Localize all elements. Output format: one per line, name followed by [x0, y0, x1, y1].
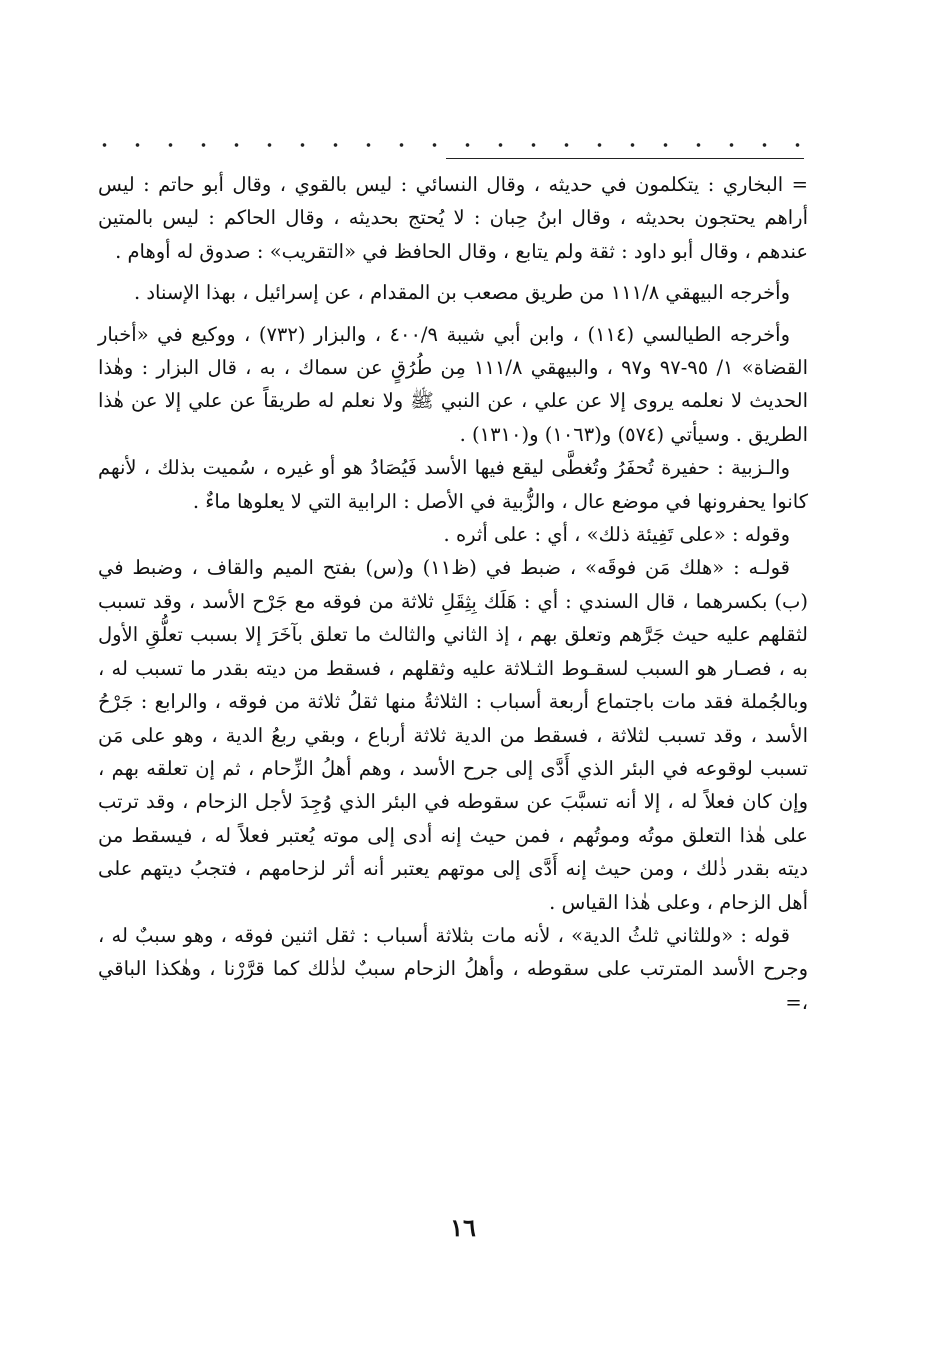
dotted-separator: [88, 141, 804, 149]
footnote-paragraph: قولـه : «هلك مَن فوقَه» ، ضبط في (ظ١١) و(س) بفتح الميم والقاف ، وضبط في (ب) بكسرهما ، قال السندي : أي : هَلَك بِثِقَلِ ثلاثة من فوقه مع جَرْح الأسد ، وقد تسبب لثقلهم عليه حيث جَرَّهم وتعلق بهم ، إذ الثاني والثالث ما تعلق بآخَرَ إلا بسبب تعلُّقِ الأول به ، فصـار هو السبب لسقـوط الثـلاثة عليه وثقلهم ، فسقط من ديته بقدر ما تسبب له ، وبالجُملة فقد مات باجتماع أربعة أسباب : الثلاثةُ منها ثقلُ ثلاثة من فوقه ، والرابع : جَرْحُ الأسد ، وقد تسبب لثلاثة ، فسقط من الدية ثلاثة أرباع ، وبقي ربعُ الدية ، وهو على مَن تسبب لوقوعه في البئر الذي أَدَّى إلى جرح الأسد ، وهم أهلُ الزِّحام ، ثم إن تعلقه بهم ، وإن كان فعلاً له ، إلا أنه تسبَّبَ عن سقوطه في البئر الذي وُجِدَ لأجل الزحام ، وقد ترتب على هٰذا التعلق موتُه وموتُهم ، فمن حيث إنه أدى إلى موته يُعتبر فعلاً له ، فيسقط من ديته بقدر ذٰلك ، ومن حيث إنه أَدَّى إلى موتهم يعتبر أنه أثر لزحامهم ، فتجبُ ديتهم على أهل الزحام ، وعلى هٰذا القياس .: [98, 556, 808, 914]
footnote-paragraph: = البخاري : يتكلمون في حديثه ، وقال النسائي : ليس بالقوي ، وقال أبو حاتم : ليس أراهم يحتجون بحديثه ، وقال ابنُ حِبان : لا يُحتج بحديثه ، وقال الحاكم : ليس بالمتين عندهم ، وقال أبو داود : ثقة ولم يتابع ، وقال الحافظ في «التقريب» : صدوق له أوهام .: [98, 173, 808, 263]
footnotes-block: [98, 168, 808, 1019]
footnote-paragraph: وقوله : «على تَفِيئة ذلك» ، أي : على أثره .: [443, 523, 790, 547]
footnote-paragraph: والـزبية : حفيرة تُحفَرُ وتُغطَّى ليقع فيها الأسد فَيُصَادُ هو أو غيره ، سُميت بذلك ، لأنهم كانوا يحفرونها في موضع عال ، والزُّبية في الأصل : الرابية التي لا يعلوها ماءٌ .: [98, 456, 808, 513]
footnote-paragraph: قوله : «وللثاني ثلثُ الدية» ، لأنه مات بثلاثة أسباب : ثقل اثنين فوقه ، وهو سببٌ له ، وجرح الأسد المترتب على سقوطه ، وأهلُ الزحام سببٌ لذٰلك كما قرَّرْنا ، وهٰكذا الباقي ،=: [98, 923, 808, 1014]
page-number: ١٦: [450, 1213, 476, 1242]
footnote-paragraph: وأخرجه الطيالسي (١١٤) ، وابن أبي شيبة ٤٠٠/٩ ، والبزار (٧٣٢) ، ووكيع في «أخبار القضاة» ١/ ٩٥-٩٧ و٩٧ ، والبيهقي ١١١/٨ مِن طُرُقٍ عن سماك ، به ، قال البزار : وهٰذا الحديث لا نعلمه يروى إلا عن علي ، عن النبي ﷺ ولا نعلم له طريقاً عن علي إلا عن هٰذا الطريق . وسيأتي (٥٧٤) و(١٠٦٣) و(١٣١٠) .: [98, 322, 808, 446]
footnote-paragraph: وأخرجه البيهقي ١١١/٨ من طريق مصعب بن المقدام ، عن إسرائيل ، بهذا الإسناد .: [133, 281, 790, 305]
footnote-rule: [446, 158, 804, 159]
